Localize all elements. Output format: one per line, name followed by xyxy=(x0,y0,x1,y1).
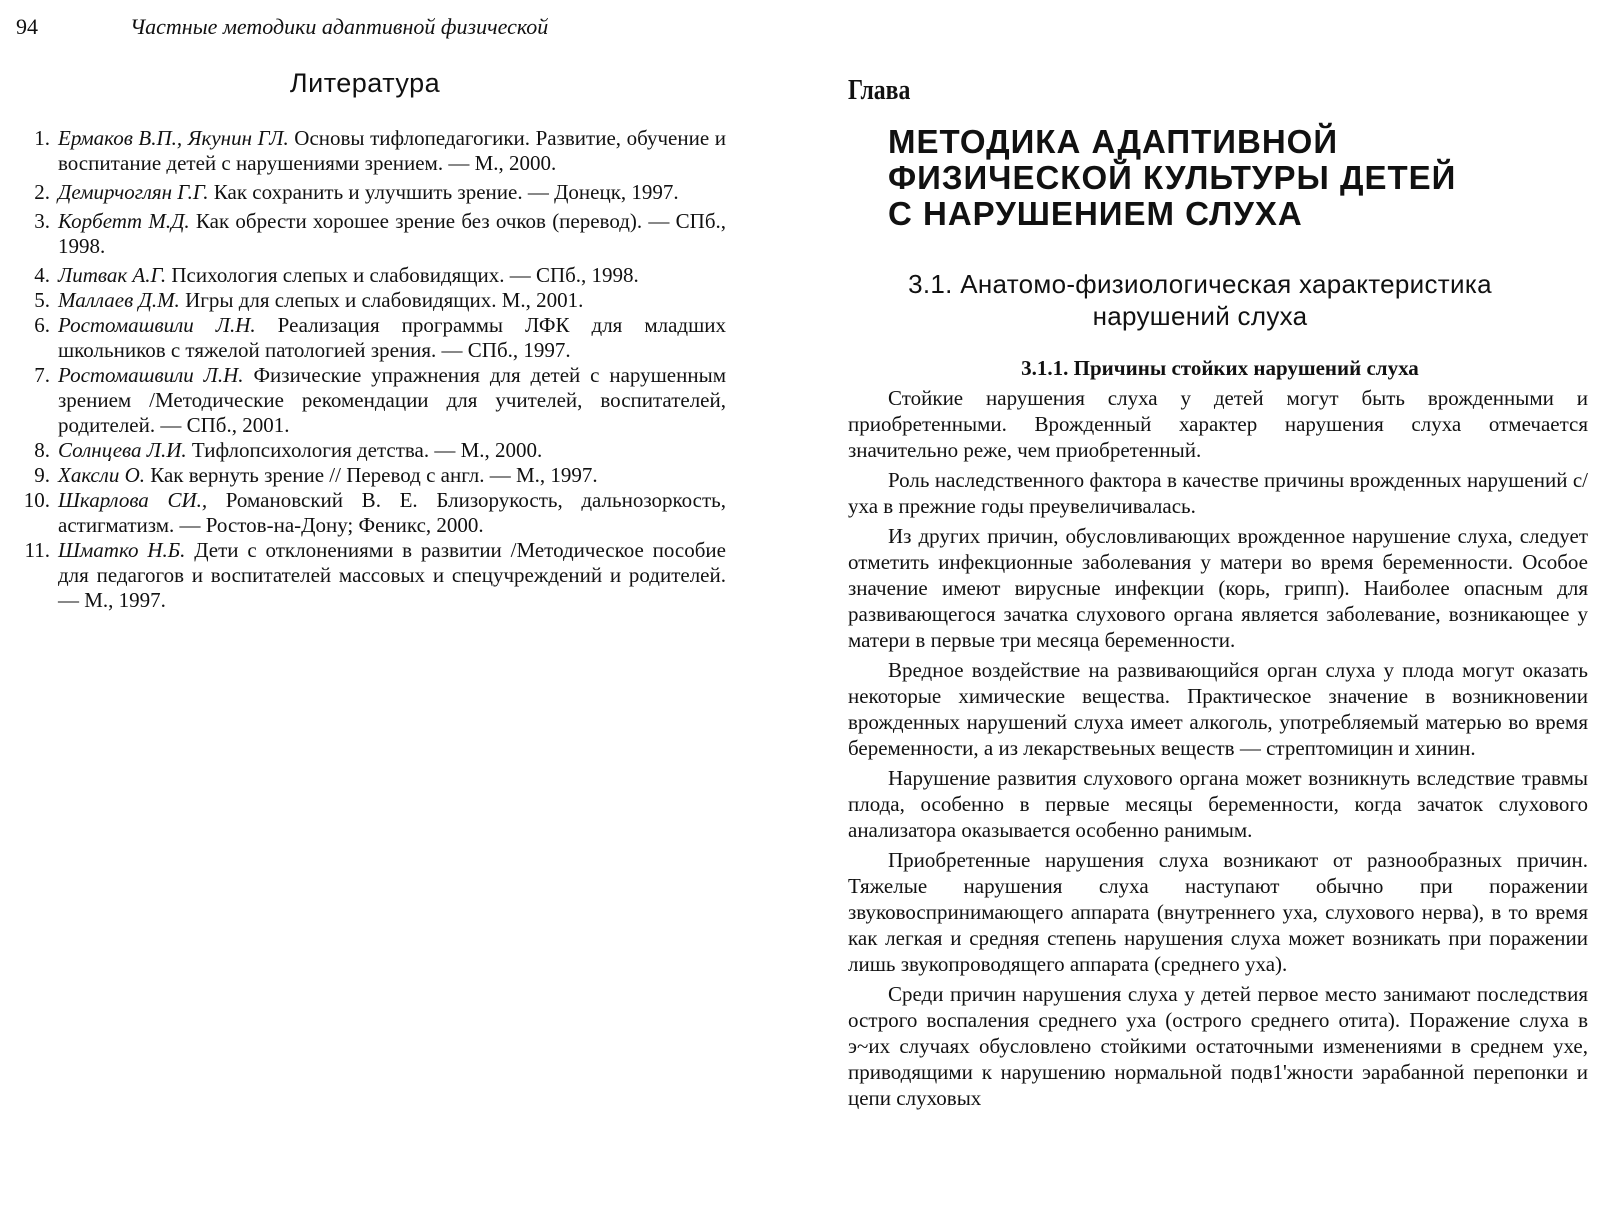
reference-text: Основы тифлопедагогики. Развитие, обучение и воспитание детей с нарушениями зрением. — М., 2000. xyxy=(58,126,726,175)
reference-number: 6. xyxy=(34,313,50,337)
reference-author: Хаксли О. xyxy=(58,463,145,487)
paragraph: Стойкие нарушения слуха у детей могут быть врожденными и приобретенными. Врожденный характер нарушения слуха отмечается значительно реже, чем приобретенный. xyxy=(848,386,1588,462)
page-number: 94 xyxy=(16,14,38,39)
reference-number: 11. xyxy=(24,538,50,562)
paragraph: Роль наследственного фактора в качестве причины врожденных нарушений с/уха в прежние годы преувеличивалась. xyxy=(848,468,1588,518)
reference-item xyxy=(0,180,726,205)
reference-text: Реализация программы ЛФК для младших школьников с тяжелой патологией зрения. — СПб., 1997. xyxy=(58,313,727,362)
reference-text: Романовский В. Е. Близорукость, дальнозоркость, астигматизм. — Ростов-на-Дону; Феникс, 2000. xyxy=(58,488,727,537)
chapter-title-line: МЕТОДИКА АДАПТИВНОЙ xyxy=(888,123,1339,160)
paragraph: Из других причин, обусловливающих врожденное нарушение слуха, следует отметить инфекционные заболевания у матери во время беременности. Особое значение имеют вирусные инфекции (корь, грипп). Наиболее опасным для развивающегося зачатка слухового органа является заболевание, возникающее у матери в первые три месяца беременности. xyxy=(848,524,1588,652)
reference-text: Тифлопсихология детства. — М., 2000. xyxy=(186,438,543,462)
reference-author: Демирчоглян Г.Г. xyxy=(58,180,209,204)
reference-number: 5. xyxy=(34,288,50,312)
paragraph: Среди причин нарушения слуха у детей первое место занимают последствия острого воспаления среднего уха (острого среднего отита). Поражение слуха в э~их случаях обусловлено стойкими остаточными изменениями в среднем ухе, приводящими к нарушению нормальной подв1'жности эарабанной перепонки и цепи слуховых xyxy=(848,982,1588,1110)
reference-item xyxy=(0,488,726,538)
reference-author: Солнцева Л.И. xyxy=(58,438,187,462)
reference-author: Ростомашвили Л.Н. xyxy=(58,363,244,387)
section-title-line: нарушений слуха xyxy=(1092,301,1308,331)
running-head-title: Частные методики адаптивной физической xyxy=(130,14,549,39)
reference-text: Как сохранить и улучшить зрение. — Донецк, 1997. xyxy=(208,180,679,204)
reference-number: 3. xyxy=(34,209,50,233)
reference-text: Как вернуть зрение // Перевод с англ. — М., 1997. xyxy=(145,463,598,487)
reference-text: Дети с отклонениями в развитии /Методическое пособие для педагогов и воспитателей массовых и спецучреждений и родителей. — М., 1997. xyxy=(58,538,726,612)
reference-number: 7. xyxy=(34,363,50,387)
reference-item xyxy=(0,538,726,613)
reference-item xyxy=(0,438,726,463)
reference-number: 8. xyxy=(34,438,50,462)
paragraph: Нарушение развития слухового органа может возникнуть вследствие травмы плода, особенно в первые месяцы беременности, когда зачаток слухового анализатора оказывается особенно ранимым. xyxy=(848,766,1588,842)
reference-item xyxy=(0,263,726,288)
running-head xyxy=(16,14,548,40)
reference-item xyxy=(0,126,726,176)
reference-author: Маллаев Д.М. xyxy=(58,288,180,312)
chapter-label: Глава xyxy=(848,74,911,106)
reference-item xyxy=(0,313,726,363)
bibliography-heading: Литература xyxy=(289,68,441,98)
chapter-title-line: ФИЗИЧЕСКОЙ КУЛЬТУРЫ ДЕТЕЙ xyxy=(888,159,1457,196)
reference-text: Психология слепых и слабовидящих. — СПб., 1998. xyxy=(166,263,639,287)
reference-item xyxy=(0,363,726,438)
left-page xyxy=(0,0,760,1206)
reference-list xyxy=(0,126,726,613)
reference-number: 1. xyxy=(34,126,50,150)
reference-item xyxy=(0,209,726,259)
section-title-line: 3.1. Анатомо-физиологическая характеристика xyxy=(908,269,1492,299)
paragraph: Вредное воздействие на развивающийся орган слуха у плода могут оказать некоторые химические вещества. Практическое значение в возникновении врожденных нарушений слуха имеет алкоголь, употребляемый матерью во время беременности, а из лекарствеьных веществ — стрептомицин и хинин. xyxy=(848,658,1588,760)
reference-author: Шкарлова СИ., xyxy=(58,488,208,512)
reference-number: 2. xyxy=(34,180,50,204)
reference-author: Шматко Н.Б. xyxy=(58,538,186,562)
reference-number: 4. xyxy=(34,263,50,287)
section-title xyxy=(810,268,1590,332)
reference-author: Ермаков В.П., Якунин ГЛ. xyxy=(58,126,289,150)
reference-author: Ростомашвили Л.Н. xyxy=(58,313,256,337)
subsection-title: 3.1.1. Причины стойких нарушений слуха xyxy=(1021,356,1419,380)
reference-author: Корбетт М.Д. xyxy=(58,209,190,233)
reference-text: Игры для слепых и слабовидящих. М., 2001. xyxy=(179,288,584,312)
chapter-title-line: С НАРУШЕНИЕМ СЛУХА xyxy=(888,195,1303,232)
right-page xyxy=(790,0,1600,1206)
reference-number: 10. xyxy=(23,488,50,512)
paragraph: Приобретенные нарушения слуха возникают от разнообразных причин. Тяжелые нарушения слуха наступают обычно при поражении звуковоспринимающего аппарата (внутреннего уха, слухового нерва), в то время как легкая и средняя степень нарушения слуха может возникать при поражении лишь звукопроводящего аппарата (среднего уха). xyxy=(848,848,1588,976)
body-text xyxy=(848,385,1588,1115)
reference-item xyxy=(0,288,726,313)
reference-number: 9. xyxy=(34,463,50,487)
reference-text: Физические упражнения для детей с нарушенным зрением /Методические рекомендации для учителей, воспитателей, родителей. — СПб., 2001. xyxy=(58,363,727,437)
reference-text: Как обрести хорошее зрение без очков (перевод). — СПб., 1998. xyxy=(58,209,726,258)
reference-item xyxy=(0,463,726,488)
reference-author: Литвак А.Г. xyxy=(58,263,167,287)
chapter-title xyxy=(888,124,1456,232)
